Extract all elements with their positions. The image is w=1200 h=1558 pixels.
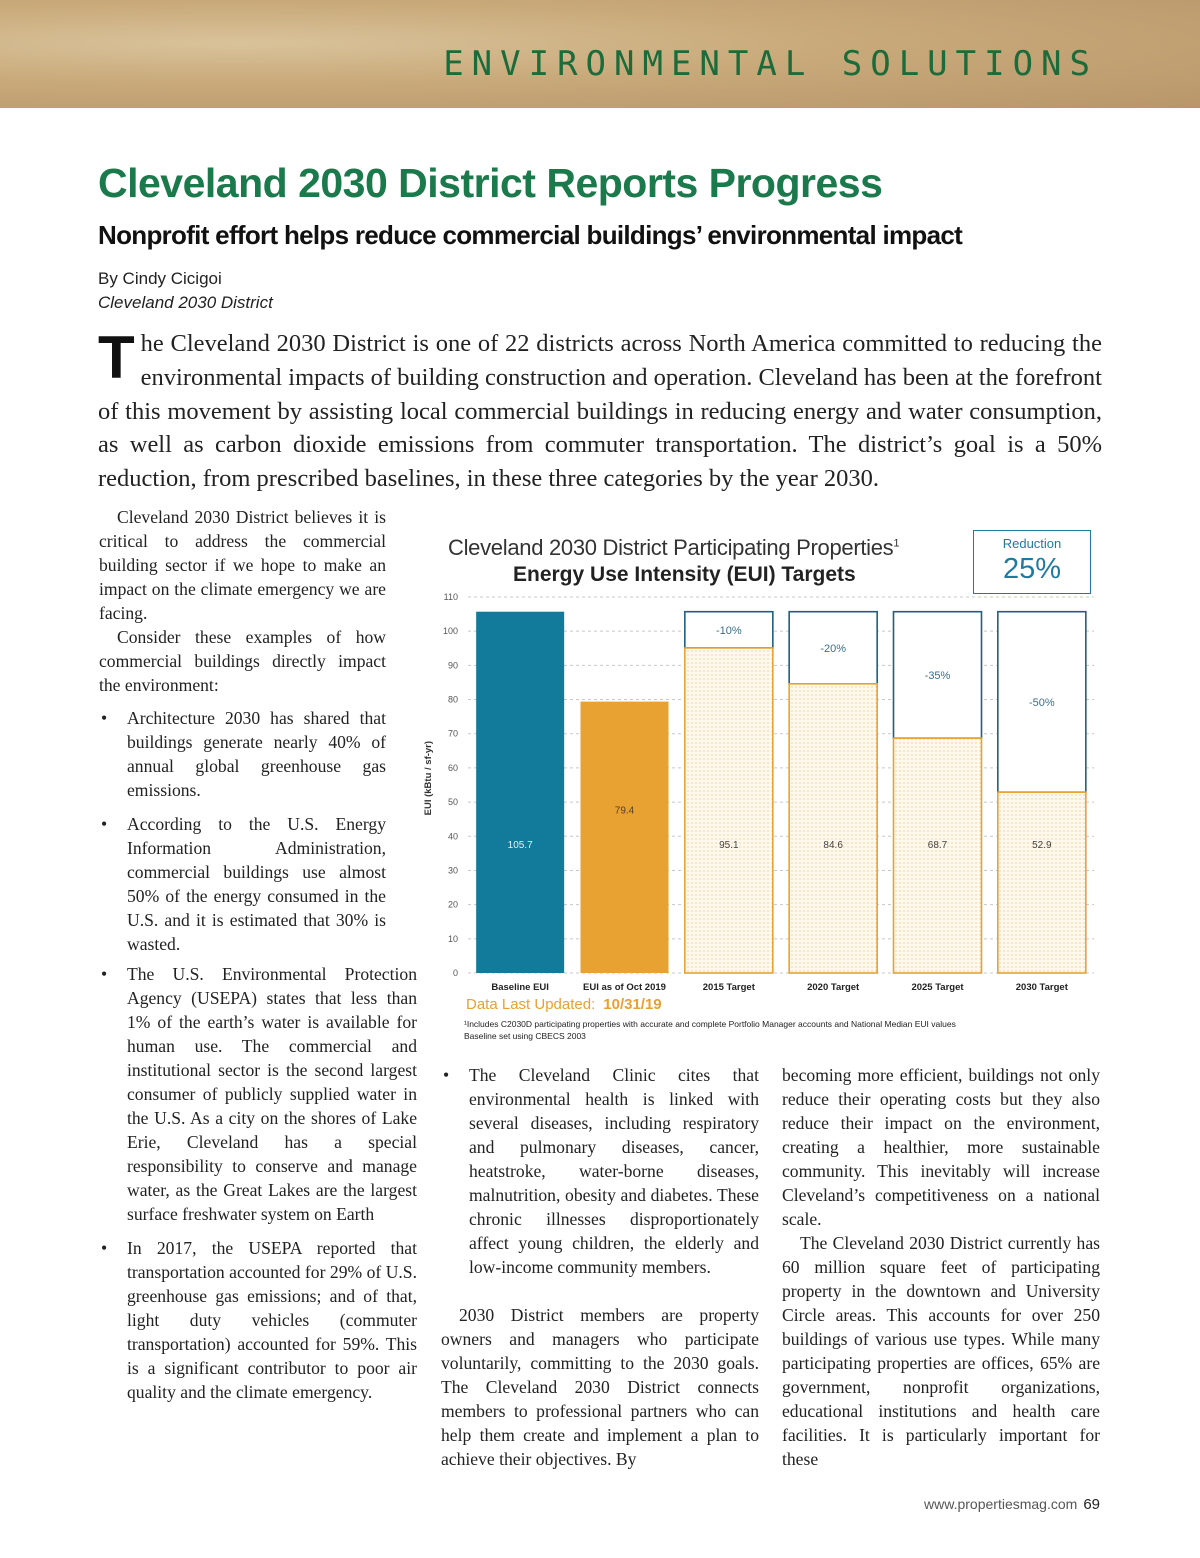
bullet-item: • In 2017, the USEPA reported that transportation accounted for 29% of U.S. greenhouse gas emissions; and of that, light duty vehicles (commuter transportation) accounted for 59%. This is a significant contributor to poor air quality and the climate emergency. <box>99 1236 417 1404</box>
reduction-label: -35% <box>924 669 951 682</box>
byline: By Cindy Cicigoi <box>98 269 222 288</box>
body-paragraph: Cleveland 2030 District believes it is critical to address the commercial building sector if we hope to make an impact on the climate emergency we are facing. <box>99 507 386 623</box>
y-tick-label: 40 <box>447 831 458 842</box>
column-1 <box>99 505 386 956</box>
article-title: Cleveland 2030 District Reports Progress <box>98 160 883 206</box>
reduction-label: -50% <box>1028 696 1055 709</box>
chart-footnote: ¹Includes C2030D participating properties with accurate and complete Portfolio Manager accounts and National Median EUI values <box>464 1019 956 1029</box>
y-tick-label: 60 <box>447 762 458 773</box>
column-1-lower <box>99 962 417 1404</box>
x-tick-label: 2020 Target <box>807 982 860 993</box>
data-updated <box>466 996 662 1013</box>
bullet-item: • The U.S. Environmental Protection Agency (USEPA) states that less than 1% of the earth’s water is available for human use. The commercial and institutional sector is the second largest consumer of publicly supplied water in the U.S. As a city on the shores of Lake Erie, Cleveland has a special responsibility to conserve and manage water, as the Great Lakes are the largest surface freshwater system on Earth <box>99 962 417 1226</box>
target-bar <box>894 738 982 973</box>
x-tick-label: 2030 Target <box>1015 982 1068 993</box>
x-tick-label: Baseline EUI <box>491 982 549 993</box>
y-tick-label: 50 <box>447 797 458 808</box>
value-label: 105.7 <box>507 840 533 852</box>
chart-title-footnote-mark: 1 <box>893 537 900 550</box>
x-tick-label: EUI as of Oct 2019 <box>583 982 666 993</box>
value-label: 95.1 <box>719 840 739 852</box>
bullet-list <box>99 706 386 956</box>
chart-title: Cleveland 2030 District Participating Properties$^1$ <box>448 535 900 560</box>
y-tick-label: 20 <box>447 899 458 910</box>
y-tick-label: 10 <box>447 933 458 944</box>
bullet-list <box>441 1063 759 1279</box>
section-label: ENVIRONMENTAL SOLUTIONS <box>443 44 1098 84</box>
bar <box>476 612 564 973</box>
body-paragraph: 2030 District members are property owners and managers who participate voluntarily, committing to the 2030 goals. The Cleveland 2030 District connects members to professional partners who can help them create and implement a plan to achieve their objectives. By <box>441 1305 759 1469</box>
column-2 <box>441 1063 759 1471</box>
value-label: 79.4 <box>614 805 635 817</box>
chart-subtitle: Energy Use Intensity (EUI) Targets <box>513 563 856 586</box>
target-bar <box>789 684 877 973</box>
updated-date: 10/31/19 <box>603 996 662 1013</box>
bullet-item: • Architecture 2030 has shared that buildings generate nearly 40% of annual global greenhouse gas emissions. <box>99 706 386 802</box>
y-tick-label: 100 <box>442 626 458 637</box>
drop-cap: T <box>98 324 135 391</box>
reduction-label: -20% <box>820 642 847 655</box>
lead-paragraph <box>98 324 1102 496</box>
bar <box>581 702 669 973</box>
value-label: 68.7 <box>927 840 948 852</box>
y-axis-label: EUI (kBtu / sf-yr) <box>423 740 434 816</box>
chart-footnote: Baseline set using CBECS 2003 <box>464 1031 586 1041</box>
section-banner <box>0 0 1200 108</box>
y-tick-label: 110 <box>443 592 458 602</box>
page-footer <box>924 1496 1100 1513</box>
bullet-item: • According to the U.S. Energy Information Administration, commercial buildings use almost 50% of the energy consumed in the U.S. and it is estimated that 30% is wasted. <box>99 812 386 956</box>
body-paragraph: becoming more efficient, buildings not only reduce their operating costs but they also reduce their impact on the environment, creating a healthier, more sustainable community. This inevitably will increase Cleveland’s competitiveness on a national scale. <box>782 1065 1100 1229</box>
y-tick-label: 0 <box>452 968 458 978</box>
body-paragraph: Consider these examples of how commercial buildings directly impact the environment: <box>99 627 386 695</box>
chart-plot <box>418 585 1100 995</box>
reduction-label: -10% <box>715 624 742 637</box>
article-subtitle: Nonprofit effort helps reduce commercial buildings’ environmental impact <box>98 220 963 250</box>
footer-url: www.propertiesmag.com <box>924 1496 1078 1512</box>
bullet-list <box>99 962 417 1404</box>
value-label: 52.9 <box>1032 840 1052 852</box>
y-tick-label: 70 <box>447 728 458 739</box>
value-label: 84.6 <box>823 840 843 852</box>
y-tick-label: 80 <box>447 694 458 705</box>
reduction-label: Reduction <box>1002 536 1062 551</box>
lead-text: he Cleveland 2030 District is one of 22 districts across North America committed to reducing the environmental impacts of building construction and operation. Cleveland has been at the forefront of this movement by assisting local commercial buildings in reducing energy and water consumption, as well as carbon dioxide emissions from commuter transportation. The district’s goal is a 50% reduction, from prescribed baselines, in these three categories by the year 2030. <box>98 330 1102 493</box>
updated-label: Data Last Updated: <box>466 996 596 1013</box>
column-3 <box>782 1063 1100 1471</box>
page-number: 69 <box>1083 1496 1100 1513</box>
target-bar <box>685 648 773 973</box>
x-tick-label: 2025 Target <box>911 982 964 993</box>
y-tick-label: 30 <box>447 865 458 876</box>
bullet-item: • The Cleveland Clinic cites that environmental health is linked with several diseases, including respiratory and pulmonary diseases, cancer, heatstroke, water-borne diseases, malnutrition, obesity and diabetes. These chronic illnesses disproportionately affect young children, the elderly and low-income community members. <box>441 1063 759 1279</box>
x-tick-label: 2015 Target <box>702 982 755 993</box>
target-bar <box>998 792 1086 973</box>
author-affiliation: Cleveland 2030 District <box>98 293 273 312</box>
eui-chart <box>418 525 1100 1055</box>
y-tick-label: 90 <box>447 660 458 671</box>
reduction-value: 25% <box>1002 553 1062 585</box>
body-paragraph: The Cleveland 2030 District currently has 60 million square feet of participating property in the downtown and University Circle areas. This accounts for over 250 buildings of various use types. While many participating properties are offices, 65% are government, nonprofit organizations, educational institutions and health care facilities. It is particularly important for these <box>782 1233 1100 1469</box>
